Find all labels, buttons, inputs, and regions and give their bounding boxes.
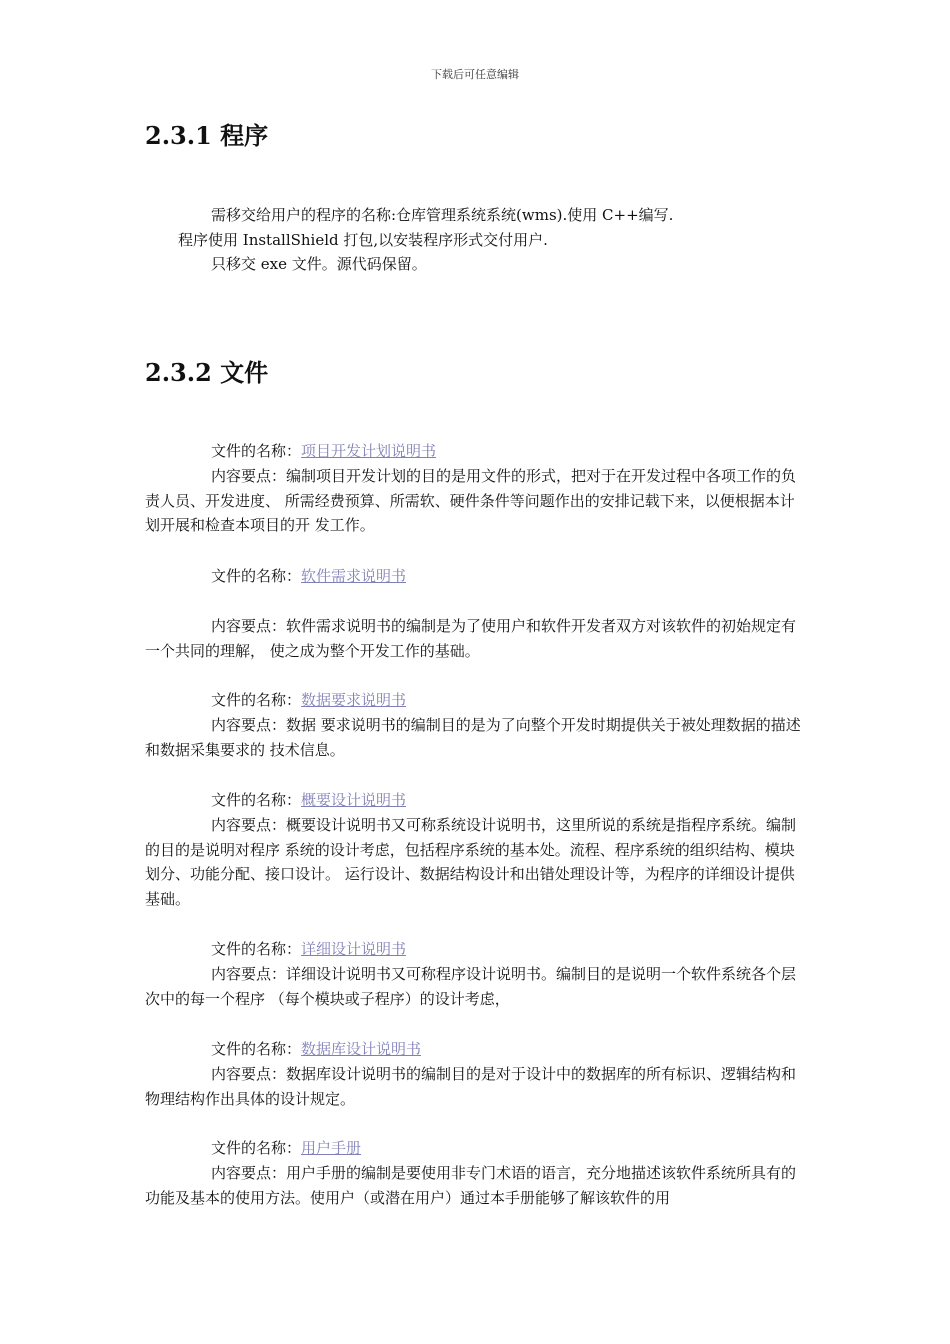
content-label: 内容要点： <box>211 1164 287 1182</box>
file-name-line <box>145 439 807 464</box>
content-text: 用户手册的编制是要使用非专门术语的语言，充分地描述该软件系统所具有的功能及基本的使用方法。使用户（或潜在用户）通过本手册能够了解该软件的用 <box>145 1164 797 1207</box>
file-name-label: 文件的名称： <box>211 691 302 709</box>
program-line-2: 程序使用 InstallShield 打包,以安装程序形式交付用户. <box>178 230 548 249</box>
file-name-link[interactable]: 数据要求说明书 <box>301 691 407 709</box>
content-label: 内容要点： <box>211 617 287 635</box>
file-name-line <box>145 564 807 589</box>
file-name-label: 文件的名称： <box>211 567 302 585</box>
content-label: 内容要点： <box>211 467 287 485</box>
file-name-line <box>145 1136 807 1161</box>
file-name-line <box>145 688 807 713</box>
content-label: 内容要点： <box>211 716 287 734</box>
file-content-paragraph <box>145 813 807 911</box>
file-content-paragraph <box>145 713 807 762</box>
file-name-link[interactable]: 详细设计说明书 <box>301 940 407 958</box>
page-header: 下载后可任意编辑 <box>431 68 519 81</box>
file-content-paragraph <box>145 614 807 663</box>
file-name-line <box>145 788 807 813</box>
file-name-label: 文件的名称： <box>211 1040 302 1058</box>
file-name-line <box>145 937 807 962</box>
content-text: 数据库设计说明书的编制目的是对于设计中的数据库的所有标识、逻辑结构和物理结构作出具体的设计规定。 <box>145 1065 797 1108</box>
file-content-paragraph <box>145 962 807 1011</box>
content-text: 数据 要求说明书的编制目的是为了向整个开发时期提供关于被处理数据的描述和数据采集要求的 技术信息。 <box>145 716 801 759</box>
program-line-1: 需移交给用户的程序的名称:仓库管理系统系统(wms).使用 C++编写. <box>211 206 674 224</box>
content-text: 详细设计说明书又可称程序设计说明书。编制目的是说明一个软件系统各个层次中的每一个程序 （每个模块或子程序）的设计考虑， <box>145 965 797 1008</box>
file-name-link[interactable]: 软件需求说明书 <box>301 567 407 585</box>
content-label: 内容要点： <box>211 1065 287 1083</box>
file-name-link[interactable]: 用户手册 <box>301 1139 362 1157</box>
file-name-link[interactable]: 数据库设计说明书 <box>301 1040 422 1058</box>
file-content-paragraph <box>145 1062 807 1111</box>
content-text: 软件需求说明书的编制是为了使用户和软件开发者双方对该软件的初始规定有一个共同的理解， 使之成为整个开发工作的基础。 <box>145 617 797 660</box>
program-line-3: 只移交 exe 文件。源代码保留。 <box>211 255 427 273</box>
section-heading-program: 2.3.1 程序 <box>145 121 269 150</box>
file-name-line <box>145 1037 807 1062</box>
file-name-label: 文件的名称： <box>211 791 302 809</box>
file-name-label: 文件的名称： <box>211 442 302 460</box>
file-name-link[interactable]: 概要设计说明书 <box>301 791 407 809</box>
content-text: 编制项目开发计划的目的是用文件的形式，把对于在开发过程中各项工作的负责人员、开发进度、 所需经费预算、所需软、硬件条件等问题作出的安排记载下来，以便根据本计划开展和检查本项目的开 发工作。 <box>145 467 797 534</box>
file-content-paragraph <box>145 464 807 538</box>
content-label: 内容要点： <box>211 816 287 834</box>
program-paragraph <box>145 203 873 277</box>
content-label: 内容要点： <box>211 965 287 983</box>
file-name-label: 文件的名称： <box>211 940 302 958</box>
file-content-paragraph <box>145 1161 807 1210</box>
file-name-link[interactable]: 项目开发计划说明书 <box>301 442 437 460</box>
section-heading-files: 2.3.2 文件 <box>145 358 269 387</box>
content-text: 概要设计说明书又可称系统设计说明书，这里所说的系统是指程序系统。编制的目的是说明对程序 系统的设计考虑，包括程序系统的基本处。流程、程序系统的组织结构、模块划分、功能分配、接口设计。 运行设计、数据结构设计和出错处理设计等，为程序的详细设计提供基础。 <box>145 816 797 908</box>
file-name-label: 文件的名称： <box>211 1139 302 1157</box>
